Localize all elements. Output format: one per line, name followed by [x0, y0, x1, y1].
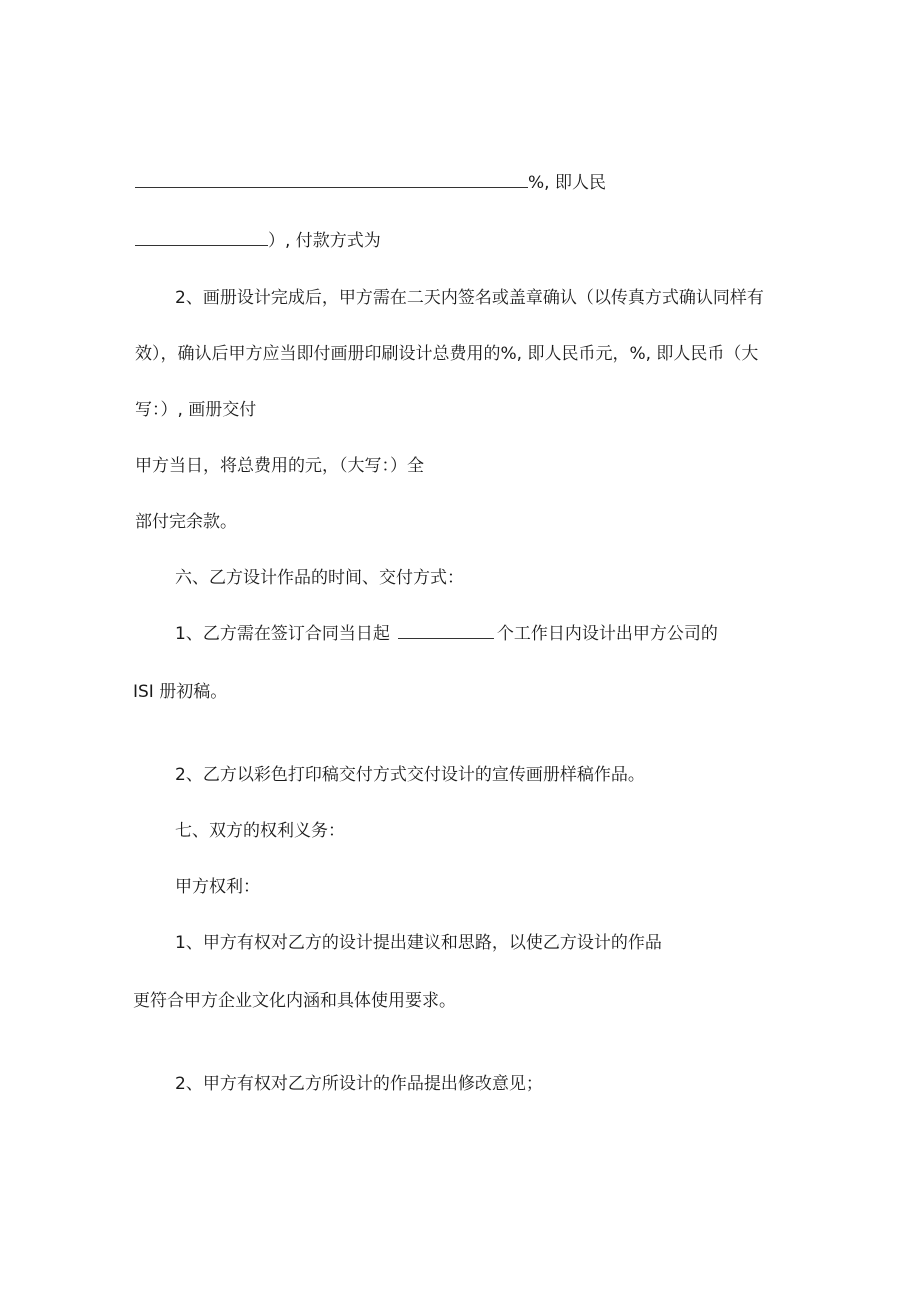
clause-2-line-1: 2、画册设计完成后，甲方需在二天内签名或盖章确认（以传真方式确认同样有	[175, 288, 764, 308]
party-a-right-2: 2、甲方有权对乙方所设计的作品提出修改意见；	[175, 1074, 543, 1094]
clause-2-line-4: 甲方当日，将总费用的元，（大写：）全	[135, 456, 424, 476]
clause-2-line-3: 写：）, 画册交付	[135, 400, 257, 420]
blank-underline[interactable]	[398, 623, 494, 639]
clause-1-before-blank: 1、乙方需在签订合同当日起	[175, 624, 390, 644]
section-7-heading: 七、双方的权利义务：	[175, 821, 345, 841]
payment-percent-text: %, 即人民	[528, 173, 606, 193]
clause-1-after-blank: 个工作日内设计出甲方公司的	[496, 624, 718, 644]
party-a-rights-heading: 甲方权利：	[175, 877, 260, 897]
clause-2-line-2: 效），确认后甲方应当即付画册印刷设计总费用的%, 即人民币元，%, 即人民币（大	[135, 344, 759, 364]
blank-underline[interactable]	[135, 172, 528, 188]
payment-line-2	[135, 229, 381, 253]
blank-underline[interactable]	[135, 230, 268, 246]
party-a-right-1: 1、甲方有权对乙方的设计提出建议和思路，以使乙方设计的作品	[175, 933, 662, 953]
payment-method-text: ）, 付款方式为	[268, 231, 381, 251]
section-6-clause-1	[175, 622, 718, 646]
section-6-heading: 六、乙方设计作品的时间、交付方式：	[175, 568, 464, 588]
payment-line-1	[135, 171, 606, 195]
party-a-right-1-cont: 更符合甲方企业文化内涵和具体使用要求。	[133, 991, 456, 1011]
clause-2-line-5: 部付完余款。	[135, 512, 237, 532]
section-6-clause-1-cont: ISI 册初稿。	[133, 682, 228, 702]
section-6-clause-2: 2、乙方以彩色打印稿交付方式交付设计的宣传画册样稿作品。	[175, 765, 645, 785]
